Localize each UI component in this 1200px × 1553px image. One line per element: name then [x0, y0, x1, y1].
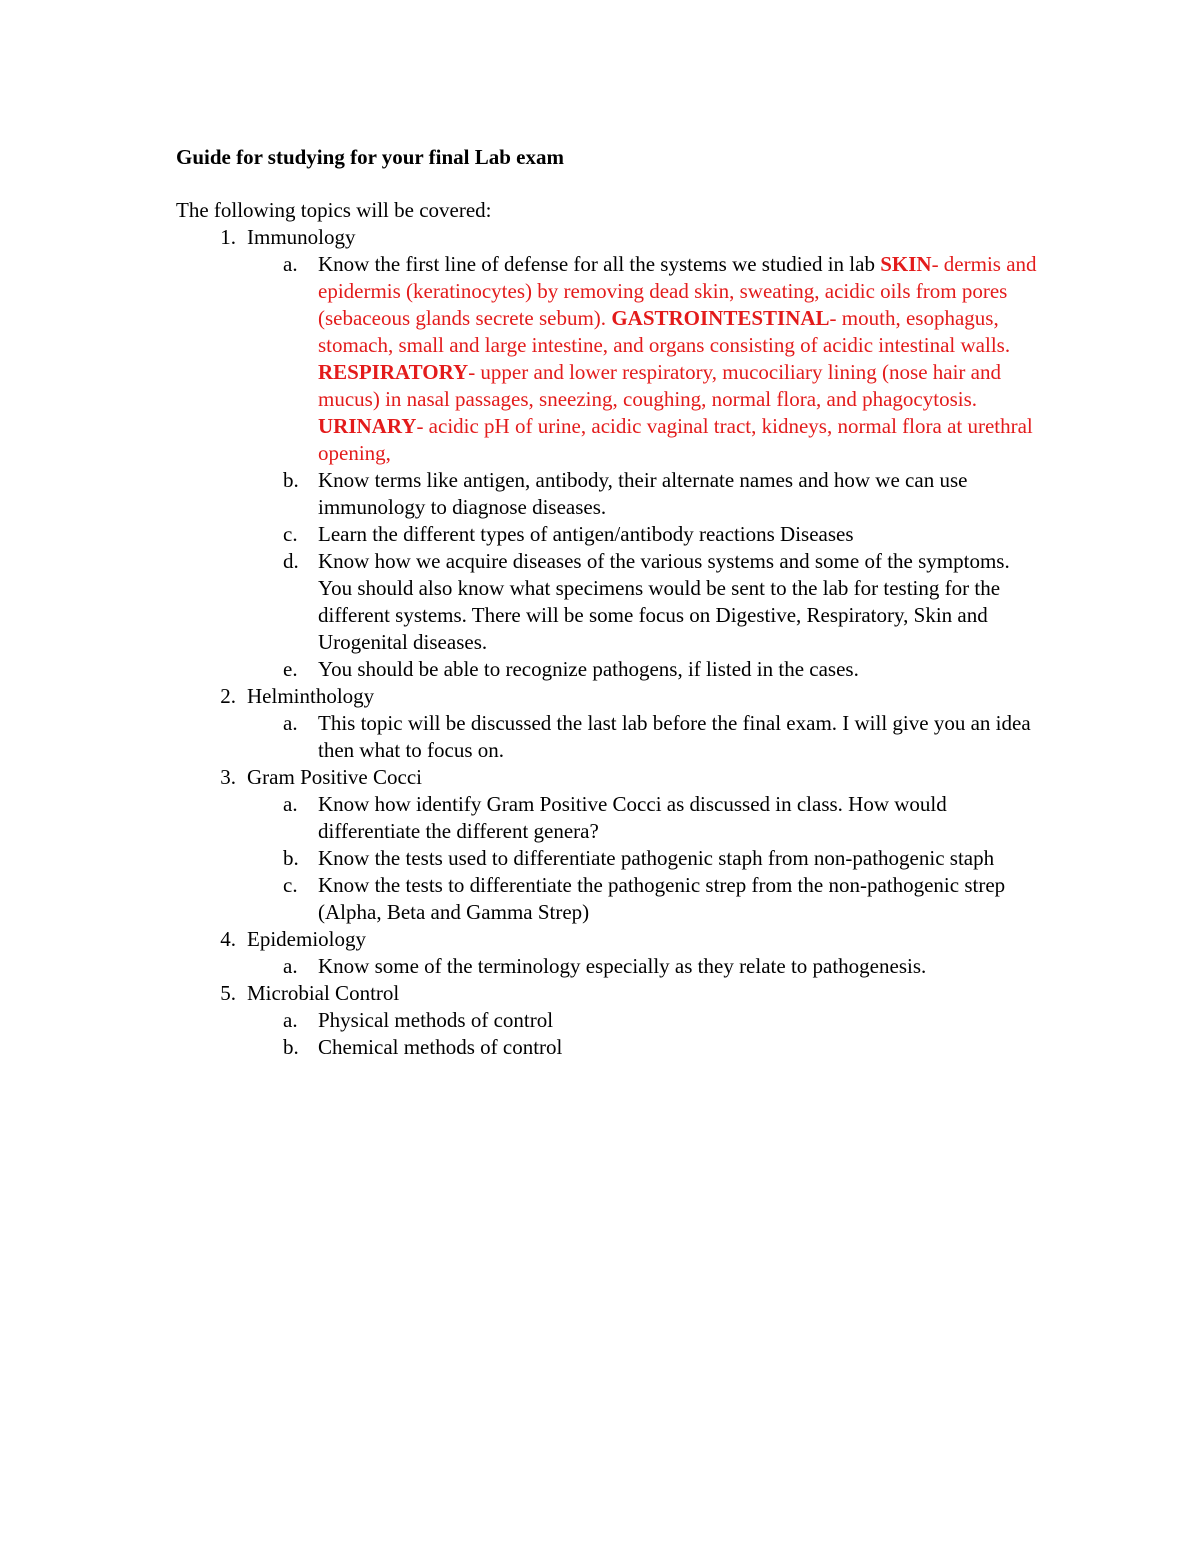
subtopic-letter: c.: [283, 522, 298, 546]
topic-immunology: [176, 224, 1046, 251]
topic-title: Helminthology: [247, 684, 375, 708]
answer-label-urinary: URINARY: [318, 414, 417, 438]
subtopic-letter: b.: [283, 468, 299, 492]
subtopic-item: [176, 953, 1046, 980]
subtopic-item: [176, 521, 1046, 548]
subtopic-text: Physical methods of control: [318, 1008, 554, 1032]
answer-gastrointestinal: - mouth, esophagus, stomach, small and large intestine, and organs consisting of acidic intestinal walls.: [318, 306, 1011, 357]
subtopic-text: Chemical methods of control: [318, 1035, 563, 1059]
subtopic-item: [176, 467, 1046, 521]
topic-number: 2.: [220, 684, 236, 708]
subtopic-item: [176, 710, 1046, 764]
subtopic-text: [318, 251, 1038, 467]
subtopic-item: [176, 872, 1046, 926]
subtopic-letter: b.: [283, 846, 299, 870]
answer-label-respiratory: RESPIRATORY: [318, 360, 469, 384]
topic-microbial-control: [176, 980, 1046, 1007]
subtopic-item: [176, 1007, 1046, 1034]
topic-number: 1.: [220, 225, 236, 249]
subtopic-text: Know some of the terminology especially as they relate to pathogenesis.: [318, 954, 927, 978]
answer-respiratory: - upper and lower respiratory, mucociliary lining (nose hair and mucus) in nasal passages, sneezing, coughing, normal flora, and phagocytosis.: [318, 360, 1001, 411]
subtopic-text: Know the tests to differentiate the pathogenic strep from the non-pathogenic strep (Alpha, Beta and Gamma Strep): [318, 873, 1006, 924]
topic-number: 4.: [220, 927, 236, 951]
subtopic-letter: d.: [283, 549, 299, 573]
subtopic-letter: a.: [283, 252, 298, 276]
answer-skin: - dermis and epidermis (keratinocytes) by removing dead skin, sweating, acidic oils from pores (sebaceous glands secrete sebum).: [318, 252, 1037, 330]
topic-outline: [176, 224, 1046, 1061]
subtopic-item: [176, 1034, 1046, 1061]
topic-helminthology: [176, 683, 1046, 710]
subtopic-letter: a.: [283, 1008, 298, 1032]
subtopic-item: [176, 251, 1046, 467]
subtopic-text: Know how we acquire diseases of the various systems and some of the symptoms. You should also know what specimens would be sent to the lab for testing for the different systems. There will be some focus on Digestive, Respiratory, Skin and Urogenital diseases.: [318, 549, 1010, 654]
subtopic-text: Know terms like antigen, antibody, their alternate names and how we can use immunology to diagnose diseases.: [318, 468, 968, 519]
subtopic-text: Learn the different types of antigen/antibody reactions Diseases: [318, 522, 854, 546]
subtopic-letter: a.: [283, 711, 298, 735]
topic-title: Gram Positive Cocci: [247, 765, 422, 789]
topic-number: 5.: [220, 981, 236, 1005]
subtopic-letter: b.: [283, 1035, 299, 1059]
topic-epidemiology: [176, 926, 1046, 953]
topic-title: Epidemiology: [247, 927, 366, 951]
subtopic-text: This topic will be discussed the last lab before the final exam. I will give you an idea then what to focus on.: [318, 711, 1031, 762]
subtopic-text: Know how identify Gram Positive Cocci as discussed in class. How would differentiate the different genera?: [318, 792, 947, 843]
subtopic-item: [176, 656, 1046, 683]
subtopic-item: [176, 791, 1046, 845]
topic-title: Immunology: [247, 225, 356, 249]
subtopic-text: You should be able to recognize pathogens, if listed in the cases.: [318, 657, 859, 681]
subtopic-letter: a.: [283, 792, 298, 816]
subtopic-item: [176, 845, 1046, 872]
topic-gram-positive-cocci: [176, 764, 1046, 791]
answer-urinary: - acidic pH of urine, acidic vaginal tract, kidneys, normal flora at urethral opening,: [318, 414, 1033, 465]
intro-text: The following topics will be covered:: [176, 198, 492, 222]
topic-number: 3.: [220, 765, 236, 789]
answer-label-skin: SKIN: [880, 252, 932, 276]
subtopic-prompt: Know the first line of defense for all the systems we studied in lab: [318, 252, 881, 276]
subtopic-letter: a.: [283, 954, 298, 978]
subtopic-text: Know the tests used to differentiate pathogenic staph from non-pathogenic staph: [318, 846, 995, 870]
document-title: Guide for studying for your final Lab exam: [176, 145, 564, 169]
subtopic-letter: c.: [283, 873, 298, 897]
answer-text: [318, 252, 1037, 465]
subtopic-letter: e.: [283, 657, 298, 681]
topic-title: Microbial Control: [247, 981, 400, 1005]
subtopic-item: [176, 548, 1046, 656]
answer-label-gastrointestinal: GASTROINTESTINAL: [611, 306, 830, 330]
